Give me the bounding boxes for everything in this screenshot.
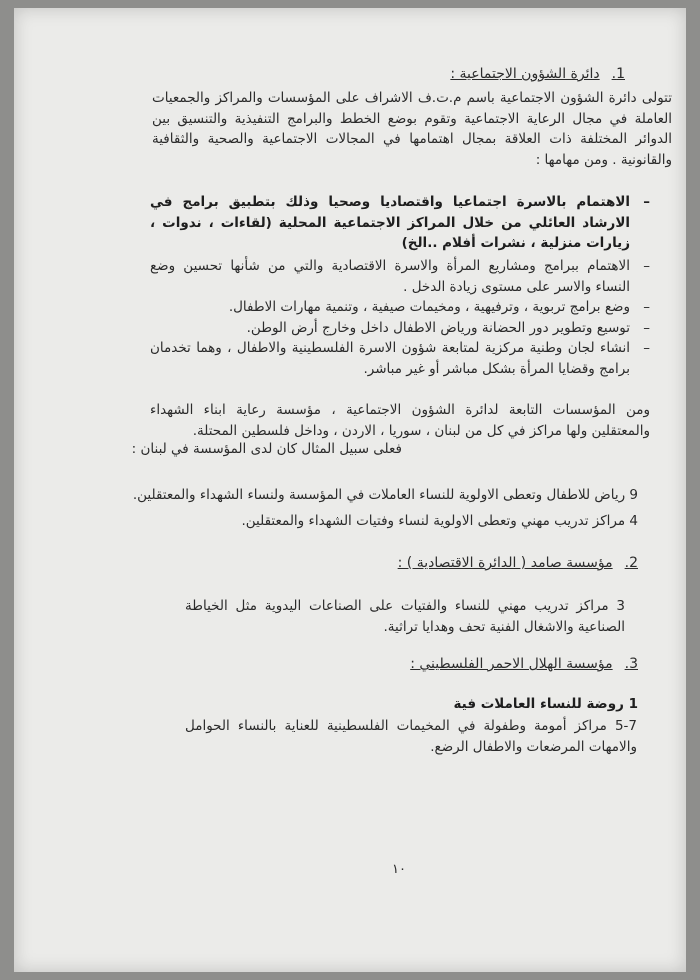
section-1-number: 1. xyxy=(611,66,625,82)
fact-line: 4 مراكز تدريب مهني وتعطى الاولوية لنساء وفتيات الشهداء والمعتقلين. xyxy=(241,513,638,529)
section-3-title: مؤسسة الهلال الاحمر الفلسطيني : xyxy=(410,656,613,672)
page-number: ١٠ xyxy=(392,862,406,877)
task-text: انشاء لجان وطنية مركزية لمتابعة شؤون الاسرة الفلسطينية والاطفال ، وهما تخدمان برامج وقضايا المرأة بشكل مباشر أو غير مباشر. xyxy=(150,340,630,377)
section-2-body: 3 مراكز تدريب مهني للنساء والفتيات على الصناعات اليدوية مثل الخياطة الصناعية والاشغال الفنية تحف وهدايا تراثية. xyxy=(185,598,625,635)
section-1-heading xyxy=(450,66,625,82)
bullet-dash: – xyxy=(643,299,650,315)
task-item xyxy=(150,192,650,254)
example-line: فعلى سبيل المثال كان لدى المؤسسة في لبنان : xyxy=(131,441,402,457)
task-text: الاهتمام بالاسرة اجتماعيا واقتصاديا وصحيا وذلك بتطبيق برامج في الارشاد العائلي من خلال المراكز الاجتماعية المحلية (لقاءات ، ندوات ، زيارات منزلية ، نشرات أفلام ..الخ) xyxy=(150,194,630,251)
bullet-dash: – xyxy=(643,194,650,210)
bullet-dash: – xyxy=(643,320,650,336)
fact-line: 9 رياض للاطفال وتعطى الاولوية للنساء العاملات في المؤسسة ولنساء الشهداء والمعتقلين. xyxy=(132,487,638,503)
affiliated-institutions: ومن المؤسسات التابعة لدائرة الشؤون الاجتماعية ، مؤسسة رعاية ابناء الشهداء والمعتقلين ولها مراكز في كل من لبنان ، سوريا ، الاردن ، وداخل فلسطين المحتلة. xyxy=(150,402,650,439)
bullet-dash: – xyxy=(643,340,650,356)
task-item xyxy=(150,318,650,339)
task-item xyxy=(150,338,650,379)
section-1-intro: تتولى دائرة الشؤون الاجتماعية باسم م.ت.ف الاشراف على المؤسسات والمراكز والجمعيات العاملة في مجال الرعاية الاجتماعية وتقوم بوضع الخطط والبرامج التنفيذية والتنسيق بين الدوائر المختلفة ذات العلاقة بمجال اهتمامها في المجالات الاجتماعية والصحية والثقافية والقانونية . ومن مهامها : xyxy=(152,90,672,168)
section-3-number: 3. xyxy=(624,656,638,672)
task-text: توسيع وتطوير دور الحضانة ورياض الاطفال داخل وخارج أرض الوطن. xyxy=(246,320,630,336)
task-item xyxy=(150,297,650,318)
section-2-heading xyxy=(398,555,638,571)
section-3-line: 5-7 مراكز أمومة وطفولة في المخيمات الفلسطينية للعناية بالنساء الحوامل والامهات المرضعات والاطفال الرضع. xyxy=(185,718,637,755)
task-text: الاهتمام ببرامج ومشاريع المرأة والاسرة الاقتصادية والتي من شأنها تحسين وضع النساء والاسر على مستوى زيادة الدخل . xyxy=(150,258,630,295)
bullet-dash: – xyxy=(643,258,650,274)
section-1-title: دائرة الشؤون الاجتماعية : xyxy=(450,66,600,82)
task-item xyxy=(150,256,650,297)
section-3-heading xyxy=(410,656,638,672)
task-text: وضع برامج تربوية ، وترفيهية ، ومخيمات صيفية ، وتنمية مهارات الاطفال. xyxy=(228,299,630,315)
section-3-line: 1 روضة للنساء العاملات فية xyxy=(453,696,638,712)
section-2-title: مؤسسة صامد ( الدائرة الاقتصادية ) : xyxy=(397,555,613,571)
section-2-number: 2. xyxy=(624,555,638,571)
